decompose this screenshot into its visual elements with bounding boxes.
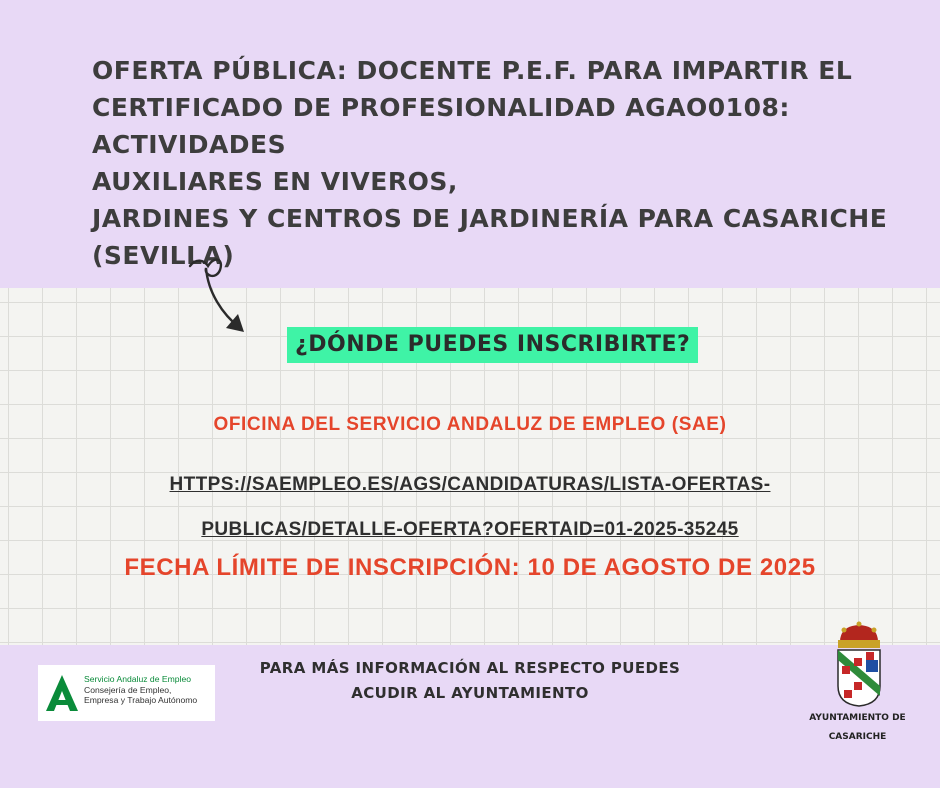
more-info-text bbox=[230, 656, 710, 706]
ayto-line: CASARICHE bbox=[828, 732, 887, 742]
where-to-register-heading: ¿DÓNDE PUEDES INSCRIBIRTE? bbox=[287, 327, 698, 363]
info-line: PARA MÁS INFORMACIÓN AL RESPECTO PUEDES bbox=[259, 659, 681, 677]
headline-line: (SEVILLA) bbox=[92, 241, 235, 270]
logo-line: Consejería de Empleo, bbox=[84, 684, 172, 695]
junta-a-icon bbox=[44, 673, 80, 713]
info-line: ACUDIR AL AYUNTAMIENTO bbox=[351, 684, 589, 702]
url-line: HTTPS://SAEMPLEO.ES/AGS/CANDIDATURAS/LISTA-OFERTAS- bbox=[169, 474, 771, 495]
logo-text bbox=[84, 674, 214, 706]
office-name: OFICINA DEL SERVICIO ANDALUZ DE EMPLEO (SAE) bbox=[213, 414, 727, 435]
ayto-line: AYUNTAMIENTO DE bbox=[809, 713, 906, 723]
headline-line: AUXILIARES EN VIVEROS, bbox=[92, 167, 458, 196]
junta-andalucia-logo bbox=[38, 665, 215, 721]
logo-line: Empresa y Trabajo Autónomo bbox=[84, 695, 198, 705]
url-line: PUBLICAS/DETALLE-OFERTA?OFERTAID=01-2025-35245 bbox=[201, 519, 739, 540]
headline-line: OFERTA PÚBLICA: DOCENTE P.E.F. PARA IMPARTIR EL bbox=[92, 56, 853, 85]
offer-headline bbox=[92, 52, 912, 274]
casariche-crest bbox=[832, 620, 886, 708]
registration-link[interactable] bbox=[0, 462, 940, 552]
curly-arrow-icon bbox=[182, 252, 262, 342]
headline-line: CERTIFICADO DE PROFESIONALIDAD AGAO0108: ACTIVIDADES bbox=[92, 93, 790, 159]
registration-deadline: FECHA LÍMITE DE INSCRIPCIÓN: 10 DE AGOSTO DE 2025 bbox=[124, 554, 816, 581]
ayuntamiento-label bbox=[800, 709, 915, 747]
logo-line: Servicio Andaluz de Empleo bbox=[84, 674, 192, 684]
headline-line: JARDINES Y CENTROS DE JARDINERÍA PARA CASARICHE bbox=[92, 204, 888, 233]
